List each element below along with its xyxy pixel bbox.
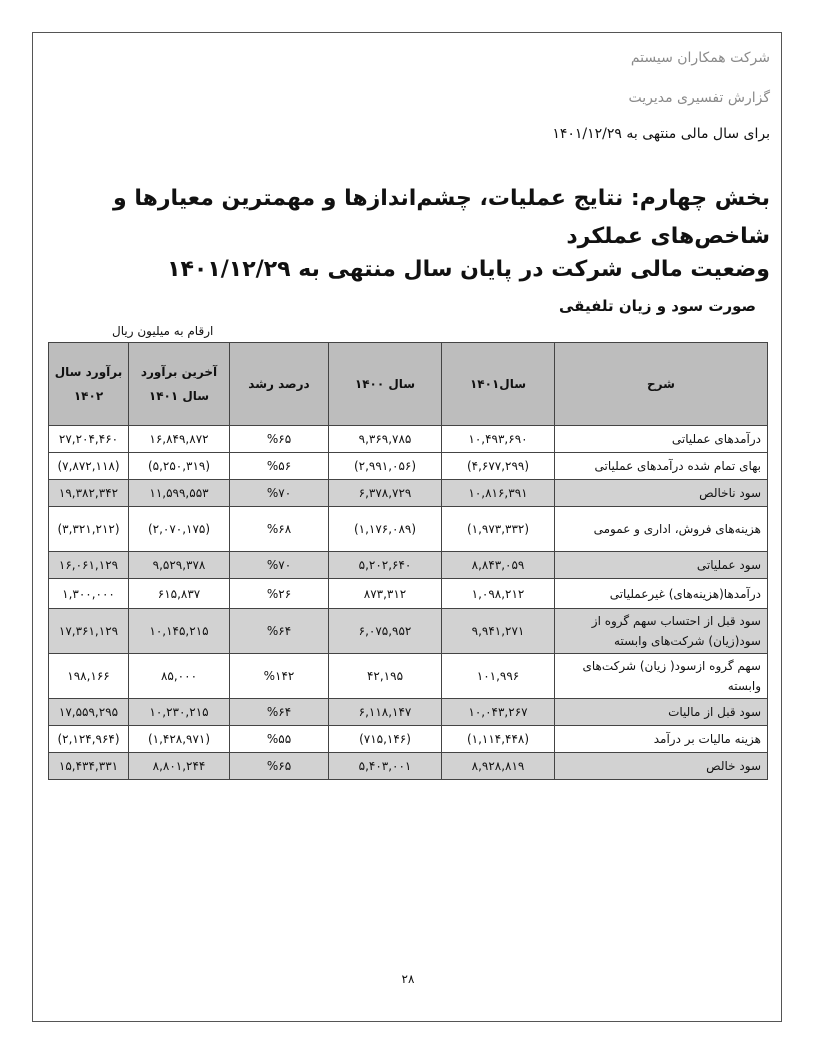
cell-last-estimate: (۵,۲۵۰,۳۱۹) [129, 453, 230, 480]
row-desc: درآمدها(هزینه‌های) غیرعملیاتی [555, 579, 768, 609]
cell-estimate-1402: ۱۹,۳۸۲,۳۴۲ [49, 480, 129, 507]
cell-last-estimate: ۸,۸۰۱,۲۴۴ [129, 753, 230, 780]
cell-1400: ۸۷۳,۳۱۲ [329, 579, 442, 609]
cell-last-estimate: (۱,۴۲۸,۹۷۱) [129, 726, 230, 753]
cell-1400: (۱,۱۷۶,۰۸۹) [329, 507, 442, 552]
cell-estimate-1402: (۷,۸۷۲,۱۱۸) [49, 453, 129, 480]
col-header-last-estimate [129, 343, 230, 426]
cell-1401: ۸,۹۲۸,۸۱۹ [442, 753, 555, 780]
col-header-last-estimate-line1: آخرین برآورد [140, 365, 218, 379]
cell-1400: ۹,۳۶۹,۷۸۵ [329, 426, 442, 453]
col-header-growth: درصد رشد [230, 343, 329, 426]
col-header-1401: سال۱۴۰۱ [442, 343, 555, 426]
cell-last-estimate: ۹,۵۲۹,۳۷۸ [129, 552, 230, 579]
cell-estimate-1402: ۲۷,۲۰۴,۴۶۰ [49, 426, 129, 453]
row-desc: سود قبل از مالیات [555, 699, 768, 726]
row-desc: هزینه مالیات بر درآمد [555, 726, 768, 753]
cell-estimate-1402: ۱۶,۰۶۱,۱۲۹ [49, 552, 129, 579]
col-header-1400: سال ۱۴۰۰ [329, 343, 442, 426]
cell-estimate-1402: ۱۷,۳۶۱,۱۲۹ [49, 609, 129, 654]
col-header-estimate-1402-line2: ۱۴۰۲ [73, 389, 104, 403]
cell-1401: (۱,۹۷۳,۳۳۲) [442, 507, 555, 552]
table-row [49, 426, 768, 453]
cell-1400: (۲,۹۹۱,۰۵۶) [329, 453, 442, 480]
cell-1400: ۵,۴۰۳,۰۰۱ [329, 753, 442, 780]
cell-estimate-1402: ۱۹۸,۱۶۶ [49, 654, 129, 699]
table-row [49, 654, 768, 699]
cell-last-estimate: ۸۵,۰۰۰ [129, 654, 230, 699]
col-header-estimate-1402-line1: برآورد سال [54, 365, 123, 379]
cell-1400: ۴۲,۱۹۵ [329, 654, 442, 699]
col-header-last-estimate-line2: سال ۱۴۰۱ [148, 389, 210, 403]
cell-growth: %۲۶ [230, 579, 329, 609]
cell-growth: %۶۸ [230, 507, 329, 552]
table-row [49, 552, 768, 579]
cell-growth: %۶۴ [230, 609, 329, 654]
cell-1401: (۴,۶۷۷,۲۹۹) [442, 453, 555, 480]
table-row [49, 699, 768, 726]
table-row [49, 726, 768, 753]
col-header-desc: شرح [555, 343, 768, 426]
cell-growth: %۷۰ [230, 552, 329, 579]
cell-1401: ۱۰۱,۹۹۶ [442, 654, 555, 699]
cell-1401: (۱,۱۱۴,۴۴۸) [442, 726, 555, 753]
cell-1400: ۶,۳۷۸,۷۲۹ [329, 480, 442, 507]
cell-growth: %۵۶ [230, 453, 329, 480]
cell-1401: ۱۰,۸۱۶,۳۹۱ [442, 480, 555, 507]
row-desc: سهم گروه ازسود( زیان) شرکت‌های وابسته [555, 654, 768, 699]
table-row [49, 579, 768, 609]
table-row [49, 480, 768, 507]
cell-last-estimate: (۲,۰۷۰,۱۷۵) [129, 507, 230, 552]
company-name: شرکت همکاران سیستم [630, 50, 770, 66]
cell-1400: (۷۱۵,۱۴۶) [329, 726, 442, 753]
cell-estimate-1402: (۲,۱۲۴,۹۶۴) [49, 726, 129, 753]
cell-1401: ۱,۰۹۸,۲۱۲ [442, 579, 555, 609]
report-title: گزارش تفسیری مدیریت [628, 90, 770, 106]
cell-growth: %۷۰ [230, 480, 329, 507]
table-row [49, 609, 768, 654]
cell-estimate-1402: ۱۵,۴۳۴,۳۳۱ [49, 753, 129, 780]
cell-1400: ۶,۰۷۵,۹۵۲ [329, 609, 442, 654]
income-statement-table [48, 342, 768, 780]
cell-1400: ۵,۲۰۲,۶۴۰ [329, 552, 442, 579]
financial-status-title: وضعیت مالی شرکت در پایان سال منتهی به ۱۴۰۱/۱۲/۲۹ [167, 257, 770, 282]
page-number: ۲۸ [401, 972, 415, 986]
statement-title: صورت سود و زیان تلفیقی [558, 297, 756, 315]
cell-growth: %۶۵ [230, 426, 329, 453]
row-desc: سود خالص [555, 753, 768, 780]
cell-1401: ۹,۹۴۱,۲۷۱ [442, 609, 555, 654]
col-header-estimate-1402 [49, 343, 129, 426]
fiscal-period: برای سال مالی منتهی به ۱۴۰۱/۱۲/۲۹ [552, 126, 770, 142]
cell-estimate-1402: ۱,۳۰۰,۰۰۰ [49, 579, 129, 609]
cell-estimate-1402: (۳,۳۲۱,۲۱۲) [49, 507, 129, 552]
section-title: بخش چهارم: نتایج عملیات، چشم‌اندازها و مهمترین معیارها و شاخص‌های عملکرد [113, 186, 770, 249]
table-header-row [49, 343, 768, 426]
cell-growth: %۱۴۲ [230, 654, 329, 699]
row-desc: سود ناخالص [555, 480, 768, 507]
cell-growth: %۵۵ [230, 726, 329, 753]
row-desc: هزینه‌های فروش، اداری و عمومی [555, 507, 768, 552]
row-desc: بهای تمام شده درآمدهای عملیاتی [555, 453, 768, 480]
cell-1400: ۶,۱۱۸,۱۴۷ [329, 699, 442, 726]
cell-last-estimate: ۶۱۵,۸۳۷ [129, 579, 230, 609]
row-desc: درآمدهای عملیاتی [555, 426, 768, 453]
cell-growth: %۶۵ [230, 753, 329, 780]
table-row [49, 507, 768, 552]
cell-estimate-1402: ۱۷,۵۵۹,۲۹۵ [49, 699, 129, 726]
cell-last-estimate: ۱۰,۱۴۵,۲۱۵ [129, 609, 230, 654]
cell-last-estimate: ۱۱,۵۹۹,۵۵۳ [129, 480, 230, 507]
cell-last-estimate: ۱۰,۲۳۰,۲۱۵ [129, 699, 230, 726]
units-note: ارقام به میلیون ریال [112, 324, 214, 338]
cell-1401: ۱۰,۴۹۳,۶۹۰ [442, 426, 555, 453]
cell-1401: ۸,۸۴۳,۰۵۹ [442, 552, 555, 579]
cell-last-estimate: ۱۶,۸۴۹,۸۷۲ [129, 426, 230, 453]
table-row [49, 753, 768, 780]
cell-1401: ۱۰,۰۴۳,۲۶۷ [442, 699, 555, 726]
row-desc: سود قبل از احتساب سهم گروه از سود(زیان) شرکت‌های وابسته [555, 609, 768, 654]
row-desc: سود عملیاتی [555, 552, 768, 579]
cell-growth: %۶۴ [230, 699, 329, 726]
table-row [49, 453, 768, 480]
